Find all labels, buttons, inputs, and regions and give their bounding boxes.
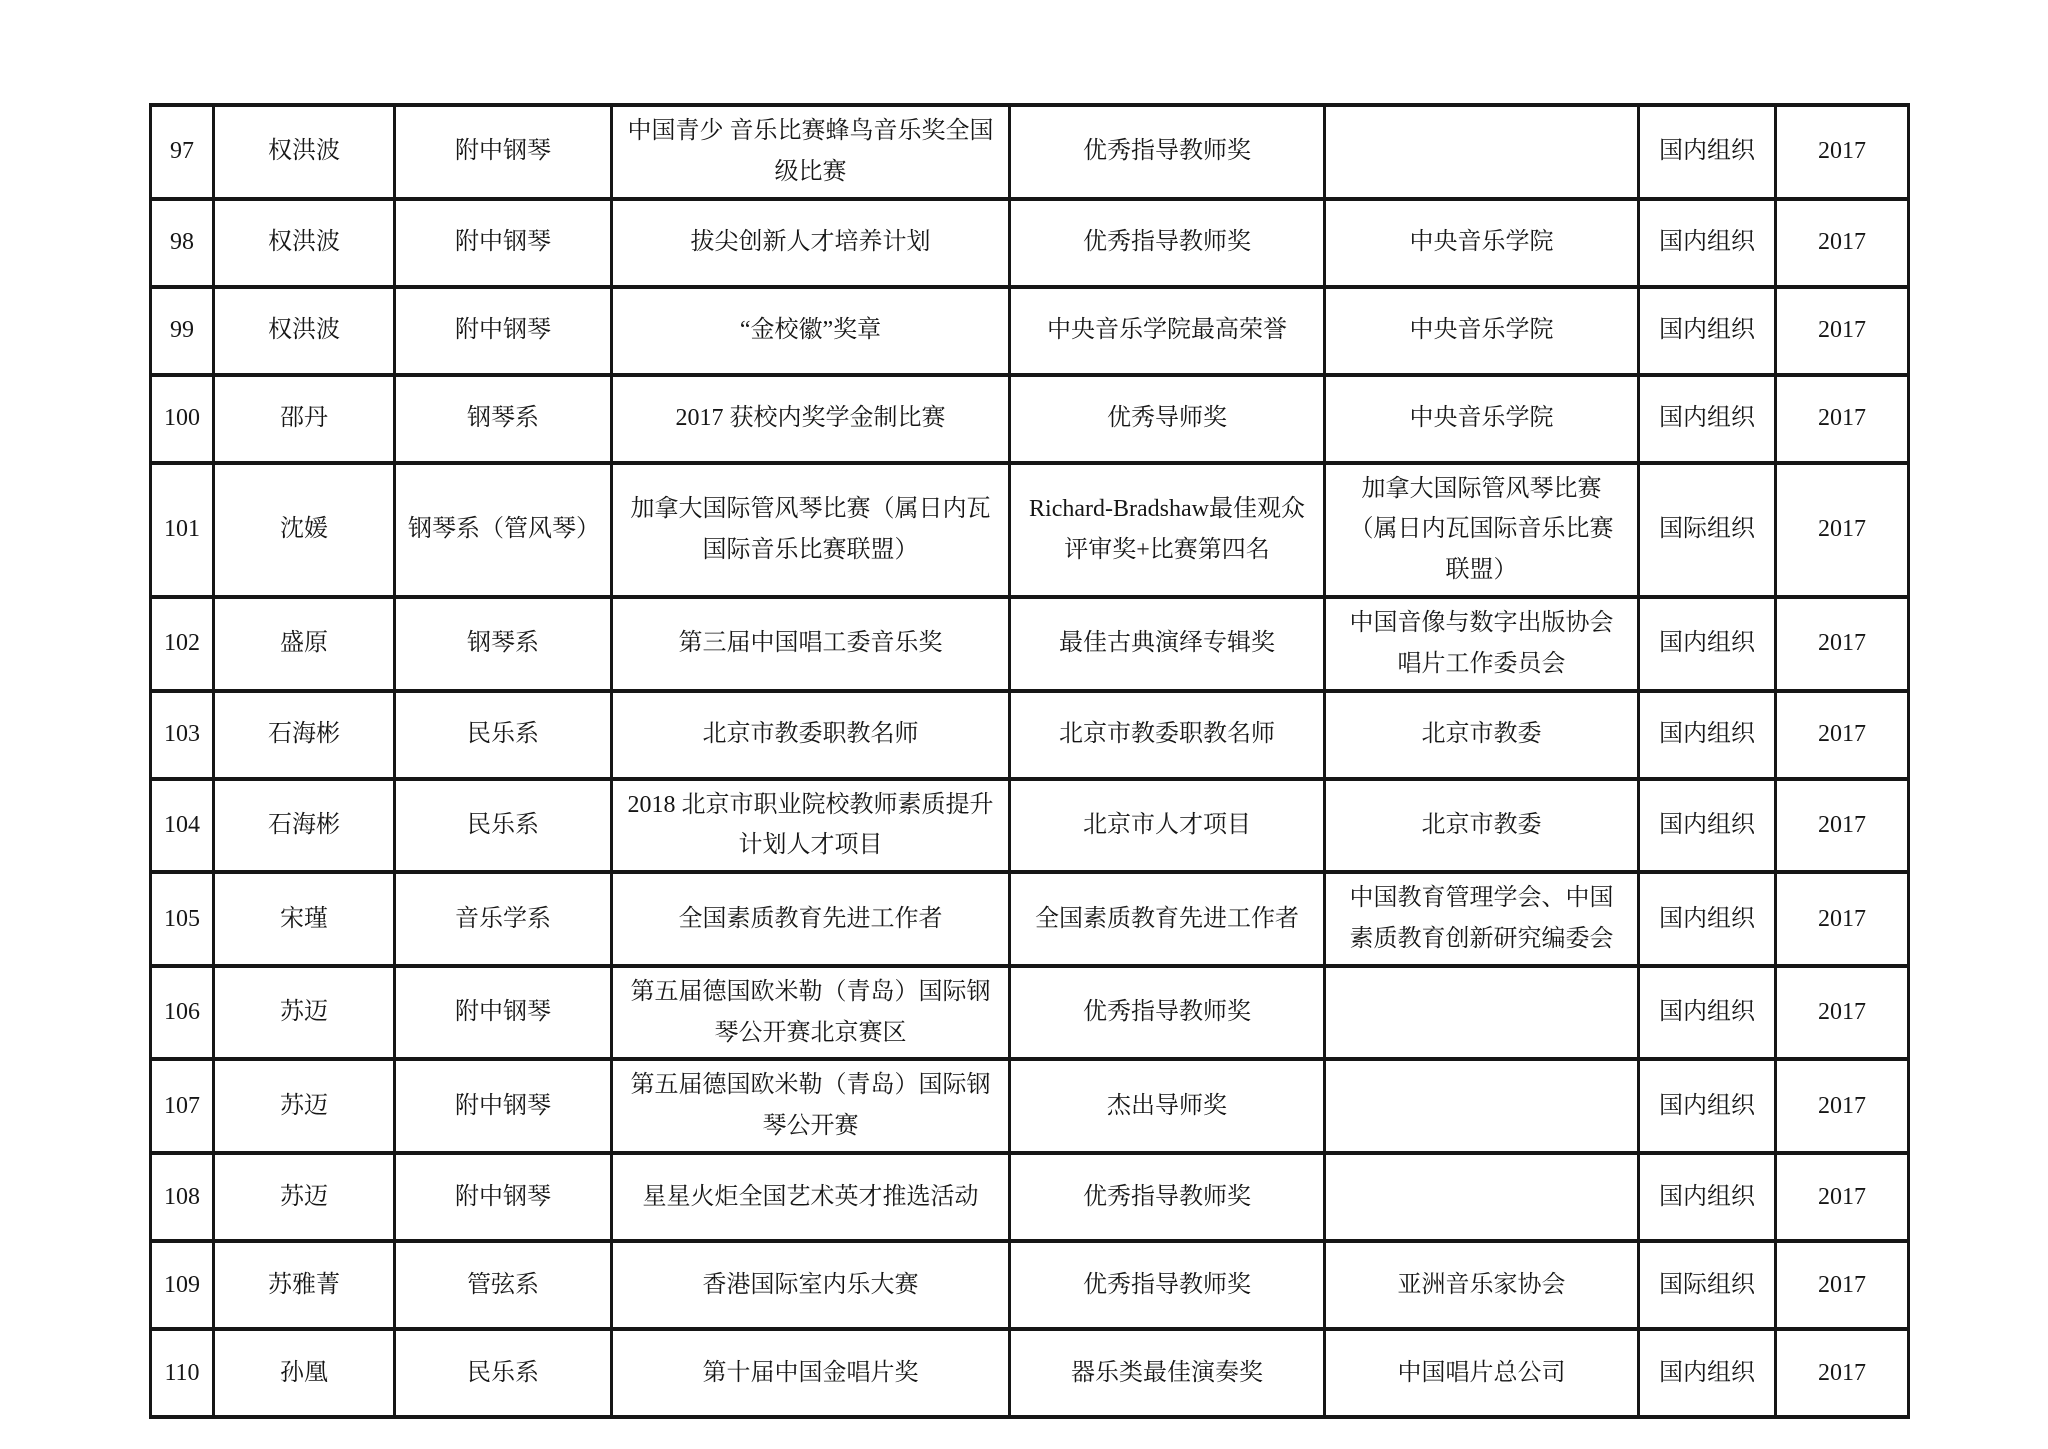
cell-organization-type: 国内组织 xyxy=(1639,779,1776,873)
cell-department: 附中钢琴 xyxy=(395,199,612,287)
cell-teacher-name: 宋瑾 xyxy=(214,872,395,966)
table-row xyxy=(151,966,1909,1060)
cell-department: 民乐系 xyxy=(395,779,612,873)
cell-competition: “金校徽”奖章 xyxy=(612,287,1010,375)
cell-teacher-name: 权洪波 xyxy=(214,287,395,375)
cell-organization: 北京市教委 xyxy=(1325,779,1639,873)
cell-department: 附中钢琴 xyxy=(395,287,612,375)
cell-competition: 第五届德国欧米勒（青岛）国际钢琴公开赛 xyxy=(612,1059,1010,1153)
cell-organization: 中国教育管理学会、中国素质教育创新研究编委会 xyxy=(1325,872,1639,966)
awards-table xyxy=(149,103,1910,1419)
table-row xyxy=(151,691,1909,779)
table-row xyxy=(151,597,1909,691)
cell-year: 2017 xyxy=(1776,1241,1909,1329)
cell-department: 钢琴系 xyxy=(395,597,612,691)
cell-award: 全国素质教育先进工作者 xyxy=(1010,872,1325,966)
cell-row-number: 98 xyxy=(151,199,214,287)
cell-organization xyxy=(1325,1059,1639,1153)
cell-award: 优秀指导教师奖 xyxy=(1010,105,1325,199)
cell-competition: 第十届中国金唱片奖 xyxy=(612,1329,1010,1417)
table-row xyxy=(151,375,1909,463)
cell-department: 民乐系 xyxy=(395,691,612,779)
cell-organization: 中央音乐学院 xyxy=(1325,287,1639,375)
cell-department: 音乐学系 xyxy=(395,872,612,966)
table-row xyxy=(151,1241,1909,1329)
table-row xyxy=(151,872,1909,966)
cell-year: 2017 xyxy=(1776,287,1909,375)
cell-row-number: 107 xyxy=(151,1059,214,1153)
cell-competition: 星星火炬全国艺术英才推选活动 xyxy=(612,1153,1010,1241)
cell-teacher-name: 权洪波 xyxy=(214,199,395,287)
cell-department: 附中钢琴 xyxy=(395,1059,612,1153)
cell-competition: 全国素质教育先进工作者 xyxy=(612,872,1010,966)
table-row xyxy=(151,1329,1909,1417)
cell-organization-type: 国内组织 xyxy=(1639,1153,1776,1241)
cell-award: 优秀指导教师奖 xyxy=(1010,1153,1325,1241)
cell-teacher-name: 沈媛 xyxy=(214,463,395,597)
cell-row-number: 99 xyxy=(151,287,214,375)
cell-award: 优秀指导教师奖 xyxy=(1010,1241,1325,1329)
cell-organization-type: 国际组织 xyxy=(1639,1241,1776,1329)
cell-organization-type: 国内组织 xyxy=(1639,966,1776,1060)
cell-award: 北京市教委职教名师 xyxy=(1010,691,1325,779)
cell-competition: 香港国际室内乐大赛 xyxy=(612,1241,1010,1329)
table-row xyxy=(151,463,1909,597)
cell-row-number: 104 xyxy=(151,779,214,873)
table-row xyxy=(151,779,1909,873)
cell-department: 民乐系 xyxy=(395,1329,612,1417)
cell-organization: 中国音像与数字出版协会唱片工作委员会 xyxy=(1325,597,1639,691)
cell-organization xyxy=(1325,1153,1639,1241)
cell-award: 最佳古典演绎专辑奖 xyxy=(1010,597,1325,691)
cell-teacher-name: 石海彬 xyxy=(214,691,395,779)
cell-organization: 中央音乐学院 xyxy=(1325,375,1639,463)
cell-year: 2017 xyxy=(1776,463,1909,597)
cell-organization-type: 国内组织 xyxy=(1639,287,1776,375)
cell-award: 优秀指导教师奖 xyxy=(1010,966,1325,1060)
cell-award: 中央音乐学院最高荣誉 xyxy=(1010,287,1325,375)
cell-department: 附中钢琴 xyxy=(395,1153,612,1241)
cell-year: 2017 xyxy=(1776,105,1909,199)
cell-award: 优秀指导教师奖 xyxy=(1010,199,1325,287)
cell-organization xyxy=(1325,105,1639,199)
cell-organization: 中央音乐学院 xyxy=(1325,199,1639,287)
cell-competition: 加拿大国际管风琴比赛（属日内瓦国际音乐比赛联盟） xyxy=(612,463,1010,597)
cell-organization-type: 国内组织 xyxy=(1639,199,1776,287)
cell-row-number: 97 xyxy=(151,105,214,199)
cell-award: 北京市人才项目 xyxy=(1010,779,1325,873)
cell-year: 2017 xyxy=(1776,199,1909,287)
cell-row-number: 101 xyxy=(151,463,214,597)
cell-organization-type: 国内组织 xyxy=(1639,1059,1776,1153)
cell-row-number: 100 xyxy=(151,375,214,463)
cell-row-number: 102 xyxy=(151,597,214,691)
cell-year: 2017 xyxy=(1776,375,1909,463)
table-row xyxy=(151,1153,1909,1241)
cell-organization-type: 国内组织 xyxy=(1639,375,1776,463)
cell-row-number: 108 xyxy=(151,1153,214,1241)
cell-competition: 中国青少 音乐比赛蜂鸟音乐奖全国级比赛 xyxy=(612,105,1010,199)
cell-teacher-name: 石海彬 xyxy=(214,779,395,873)
cell-row-number: 105 xyxy=(151,872,214,966)
cell-year: 2017 xyxy=(1776,779,1909,873)
cell-row-number: 103 xyxy=(151,691,214,779)
cell-award: Richard-Bradshaw最佳观众评审奖+比赛第四名 xyxy=(1010,463,1325,597)
cell-department: 附中钢琴 xyxy=(395,966,612,1060)
cell-competition: 北京市教委职教名师 xyxy=(612,691,1010,779)
cell-year: 2017 xyxy=(1776,1329,1909,1417)
cell-teacher-name: 孙凰 xyxy=(214,1329,395,1417)
cell-organization-type: 国内组织 xyxy=(1639,872,1776,966)
cell-competition: 拔尖创新人才培养计划 xyxy=(612,199,1010,287)
cell-competition: 2018 北京市职业院校教师素质提升计划人才项目 xyxy=(612,779,1010,873)
cell-year: 2017 xyxy=(1776,1059,1909,1153)
cell-organization-type: 国内组织 xyxy=(1639,105,1776,199)
cell-year: 2017 xyxy=(1776,872,1909,966)
cell-organization-type: 国内组织 xyxy=(1639,1329,1776,1417)
table-row xyxy=(151,105,1909,199)
table-row xyxy=(151,199,1909,287)
cell-year: 2017 xyxy=(1776,1153,1909,1241)
cell-department: 钢琴系（管风琴） xyxy=(395,463,612,597)
cell-row-number: 109 xyxy=(151,1241,214,1329)
cell-organization: 北京市教委 xyxy=(1325,691,1639,779)
cell-organization-type: 国际组织 xyxy=(1639,463,1776,597)
cell-department: 钢琴系 xyxy=(395,375,612,463)
cell-organization: 加拿大国际管风琴比赛（属日内瓦国际音乐比赛联盟） xyxy=(1325,463,1639,597)
cell-teacher-name: 权洪波 xyxy=(214,105,395,199)
cell-teacher-name: 苏迈 xyxy=(214,1059,395,1153)
cell-year: 2017 xyxy=(1776,966,1909,1060)
cell-organization-type: 国内组织 xyxy=(1639,691,1776,779)
cell-teacher-name: 苏迈 xyxy=(214,1153,395,1241)
cell-row-number: 106 xyxy=(151,966,214,1060)
cell-teacher-name: 苏迈 xyxy=(214,966,395,1060)
cell-department: 管弦系 xyxy=(395,1241,612,1329)
cell-row-number: 110 xyxy=(151,1329,214,1417)
cell-organization xyxy=(1325,966,1639,1060)
cell-award: 优秀导师奖 xyxy=(1010,375,1325,463)
cell-organization-type: 国内组织 xyxy=(1639,597,1776,691)
cell-teacher-name: 苏雅菁 xyxy=(214,1241,395,1329)
cell-award: 器乐类最佳演奏奖 xyxy=(1010,1329,1325,1417)
table-row xyxy=(151,1059,1909,1153)
cell-teacher-name: 邵丹 xyxy=(214,375,395,463)
cell-year: 2017 xyxy=(1776,597,1909,691)
cell-award: 杰出导师奖 xyxy=(1010,1059,1325,1153)
cell-competition: 2017 获校内奖学金制比赛 xyxy=(612,375,1010,463)
cell-organization: 中国唱片总公司 xyxy=(1325,1329,1639,1417)
cell-year: 2017 xyxy=(1776,691,1909,779)
cell-competition: 第三届中国唱工委音乐奖 xyxy=(612,597,1010,691)
cell-organization: 亚洲音乐家协会 xyxy=(1325,1241,1639,1329)
table-row xyxy=(151,287,1909,375)
cell-competition: 第五届德国欧米勒（青岛）国际钢琴公开赛北京赛区 xyxy=(612,966,1010,1060)
cell-teacher-name: 盛原 xyxy=(214,597,395,691)
cell-department: 附中钢琴 xyxy=(395,105,612,199)
